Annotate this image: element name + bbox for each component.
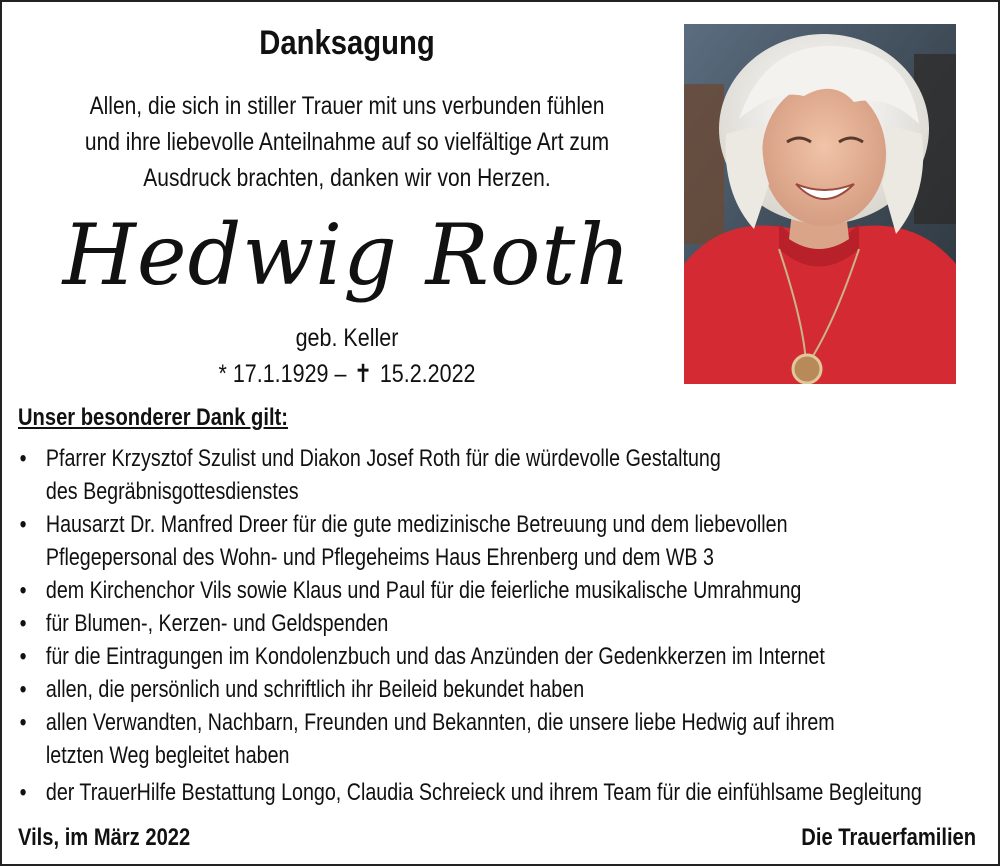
signature: Die Trauerfamilien xyxy=(801,824,976,851)
list-item xyxy=(18,776,961,809)
list-item-line: • dem Kirchenchor Vils sowie Klaus und Paul für die feierliche musikalische Umrahmung xyxy=(45,577,802,604)
list-item-line: • für die Eintragungen im Kondolenzbuch und das Anzünden der Gedenkkerzen im Internet xyxy=(45,643,825,670)
list-item-line: • für Blumen-, Kerzen- und Geldspenden xyxy=(45,610,389,637)
life-dates xyxy=(68,359,627,389)
intro-line: und ihre liebevolle Anteilnahme auf so vielfältige Art zum xyxy=(84,128,610,156)
list-item xyxy=(18,673,961,706)
list-item-line: Pflegepersonal des Wohn- und Pflegeheims Haus Ehrenberg und dem WB 3 xyxy=(45,544,714,571)
thanks-title: Unser besonderer Dank gilt: xyxy=(18,404,288,431)
list-item xyxy=(18,574,961,607)
portrait-photo-icon xyxy=(684,24,956,384)
deceased-name: Hedwig Roth xyxy=(62,206,632,304)
heading: Danksagung xyxy=(259,24,435,62)
list-item-line: letzten Weg begleitet haben xyxy=(45,742,290,769)
maiden-name: geb. Keller xyxy=(295,324,399,352)
list-item xyxy=(18,442,961,508)
list-item-line: • Hausarzt Dr. Manfred Dreer für die gute medizinische Betreuung und dem liebevollen xyxy=(45,511,788,538)
list-item-line: des Begräbnisgottesdienstes xyxy=(45,478,299,505)
list-item xyxy=(18,706,961,772)
list-item-line: • allen Verwandten, Nachbarn, Freunden und Bekannten, die unsere liebe Hedwig auf ihrem xyxy=(45,709,835,736)
intro-text xyxy=(74,88,620,196)
list-item xyxy=(18,607,961,640)
death-date: 15.2.2022 xyxy=(379,360,476,388)
birth-date: * 17.1.1929 – xyxy=(218,360,347,388)
list-item-line: • allen, die persönlich und schriftlich ihr Beileid bekundet haben xyxy=(45,676,585,703)
thanks-list xyxy=(18,442,961,809)
intro-line: Ausdruck brachten, danken wir von Herzen. xyxy=(143,164,551,192)
list-item xyxy=(18,508,961,574)
list-item-line: • der TrauerHilfe Bestattung Longo, Claudia Schreieck und ihrem Team für die einfühlsame Begleitung xyxy=(45,779,922,806)
list-item xyxy=(18,640,961,673)
intro-line: Allen, die sich in stiller Trauer mit uns verbunden fühlen xyxy=(89,92,605,120)
place-date: Vils, im März 2022 xyxy=(18,824,191,851)
list-item-line: • Pfarrer Krzysztof Szulist und Diakon Josef Roth für die würdevolle Gestaltung xyxy=(45,445,721,472)
cross-icon: ✝ xyxy=(354,360,373,388)
